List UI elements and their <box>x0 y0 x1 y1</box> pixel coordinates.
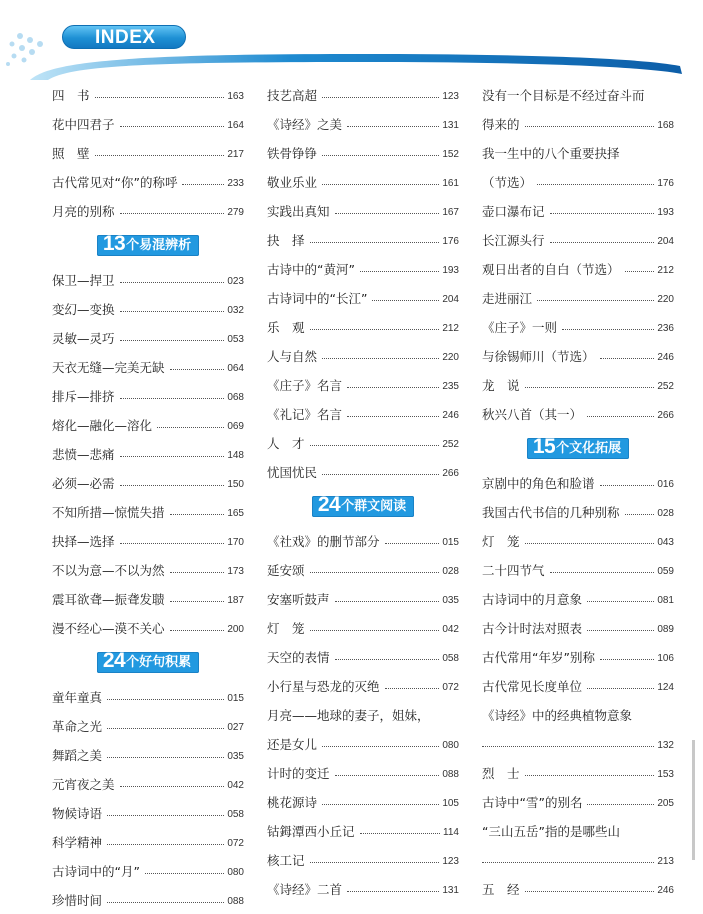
list-item: 舞蹈之美 035 <box>52 747 244 763</box>
list-item: 132 <box>482 729 674 758</box>
index-column-b <box>267 80 459 903</box>
list-item: 长江源头行 204 <box>482 232 674 248</box>
list-item-continued: “三山五岳”指的是哪些山 <box>482 823 620 839</box>
section-badge: 24 个群文阅读 <box>312 496 414 517</box>
list-item: 古诗中“雪”的别名 205 <box>482 794 674 810</box>
list-item: 忧国忧民 266 <box>267 464 459 480</box>
list-item-continued: 我一生中的八个重要抉择 <box>482 145 620 161</box>
list-item: 龙 说 252 <box>482 377 674 393</box>
list-item: 科学精神 072 <box>52 834 244 850</box>
list-item: 不知所措—惊慌失措 165 <box>52 504 244 520</box>
list-item: 抉择—选择 170 <box>52 533 244 549</box>
list-item: 童年童真 015 <box>52 689 244 705</box>
list-item: 悲愤—悲痛 148 <box>52 446 244 462</box>
list-item: 熔化—融化—溶化 069 <box>52 417 244 433</box>
list-item: 变幻—变换 032 <box>52 301 244 317</box>
list-item-continued: 月亮——地球的妻子，姐妹， <box>267 707 430 723</box>
section-heading <box>267 486 459 526</box>
page-edge-mark <box>692 740 695 860</box>
list-item: 元宵夜之美 042 <box>52 776 244 792</box>
list-item: 敬业乐业 161 <box>267 174 459 190</box>
list-item: 乐 观 212 <box>267 319 459 335</box>
list-item: 五 经 246 <box>482 881 674 897</box>
list-item: 保卫—捍卫 023 <box>52 272 244 288</box>
section-heading <box>52 225 244 265</box>
header-arc <box>30 54 682 80</box>
list-item: 秋兴八首（其一） 266 <box>482 406 674 422</box>
section-badge: 24 个好句积累 <box>97 652 199 673</box>
list-item: 得来的 168 <box>482 116 674 132</box>
list-item-continued: 没有一个目标是不经过奋斗而 <box>482 87 645 103</box>
list-item: 天空的表情 058 <box>267 649 459 665</box>
list-item: 还是女儿 080 <box>267 736 459 752</box>
list-item: 古代常见长度单位 124 <box>482 678 674 694</box>
list-item: 213 <box>482 845 674 874</box>
list-item: 排斥—排挤 068 <box>52 388 244 404</box>
list-item: 月亮的别称 279 <box>52 203 244 219</box>
list-item: 技艺高超 123 <box>267 87 459 103</box>
list-item: 实践出真知 167 <box>267 203 459 219</box>
list-item: 《庄子》一则 236 <box>482 319 674 335</box>
list-item: 人 才 252 <box>267 435 459 451</box>
list-item: 必须—必需 150 <box>52 475 244 491</box>
list-item: 古诗词中的“长江” 204 <box>267 290 459 306</box>
list-item: 古代常用“年岁”别称 106 <box>482 649 674 665</box>
list-item: （节选） 176 <box>482 174 674 190</box>
list-item: 桃花源诗 105 <box>267 794 459 810</box>
list-item: 壶口瀑布记 193 <box>482 203 674 219</box>
list-item: 计时的变迁 088 <box>267 765 459 781</box>
list-item: 古代常见对“你”的称呼 233 <box>52 174 244 190</box>
list-item: 物候诗语 058 <box>52 805 244 821</box>
list-item: 抉 择 176 <box>267 232 459 248</box>
list-item: 古诗词中的月意象 081 <box>482 591 674 607</box>
section-heading <box>52 642 244 682</box>
list-item: 震耳欲聋—振聋发聩 187 <box>52 591 244 607</box>
list-item: 延安颂 028 <box>267 562 459 578</box>
list-item: 灯 笼 043 <box>482 533 674 549</box>
list-item: 铁骨铮铮 152 <box>267 145 459 161</box>
list-item: 人与自然 220 <box>267 348 459 364</box>
list-item: 安塞听鼓声 035 <box>267 591 459 607</box>
list-item: 钴鉧潭西小丘记 114 <box>267 823 459 839</box>
section-badge: 15 个文化拓展 <box>527 438 629 459</box>
list-item: 观日出者的自白（节选） 212 <box>482 261 674 277</box>
list-item: 核工记 123 <box>267 852 459 868</box>
list-item: 古诗中的“黄河” 193 <box>267 261 459 277</box>
dot-pattern <box>6 33 43 66</box>
index-column-c <box>482 80 674 903</box>
index-column-a <box>52 80 244 914</box>
list-item: 二十四节气 059 <box>482 562 674 578</box>
list-item: 漫不经心—漠不关心 200 <box>52 620 244 636</box>
list-item: 京剧中的角色和脸谱 016 <box>482 475 674 491</box>
list-item: 灵敏—灵巧 053 <box>52 330 244 346</box>
list-item-continued: 《诗经》中的经典植物意象 <box>482 707 633 723</box>
list-item: 珍惜时间 088 <box>52 892 244 908</box>
list-item: 照 壁 217 <box>52 145 244 161</box>
list-item: 不以为意—不以为然 173 <box>52 562 244 578</box>
list-item: 天衣无缝—完美无缺 064 <box>52 359 244 375</box>
list-item: 我国古代书信的几种别称 028 <box>482 504 674 520</box>
list-item: 《礼记》名言 246 <box>267 406 459 422</box>
list-item: 《社戏》的删节部分 015 <box>267 533 459 549</box>
list-item: 《诗经》之美 131 <box>267 116 459 132</box>
list-item: 革命之光 027 <box>52 718 244 734</box>
index-title: INDEX <box>62 25 186 49</box>
list-item: 四 书 163 <box>52 87 244 103</box>
list-item: 古今计时法对照表 089 <box>482 620 674 636</box>
list-item: 古诗词中的“月” 080 <box>52 863 244 879</box>
list-item: 灯 笼 042 <box>267 620 459 636</box>
list-item: 《庄子》名言 235 <box>267 377 459 393</box>
list-item: 小行星与恐龙的灭绝 072 <box>267 678 459 694</box>
list-item: 烈 士 153 <box>482 765 674 781</box>
section-badge: 13 个易混辨析 <box>97 235 199 256</box>
section-heading <box>482 428 674 468</box>
list-item: 与徐锡师川（节选） 246 <box>482 348 674 364</box>
list-item: 花中四君子 164 <box>52 116 244 132</box>
list-item: 走进丽江 220 <box>482 290 674 306</box>
list-item: 《诗经》二首 131 <box>267 881 459 897</box>
